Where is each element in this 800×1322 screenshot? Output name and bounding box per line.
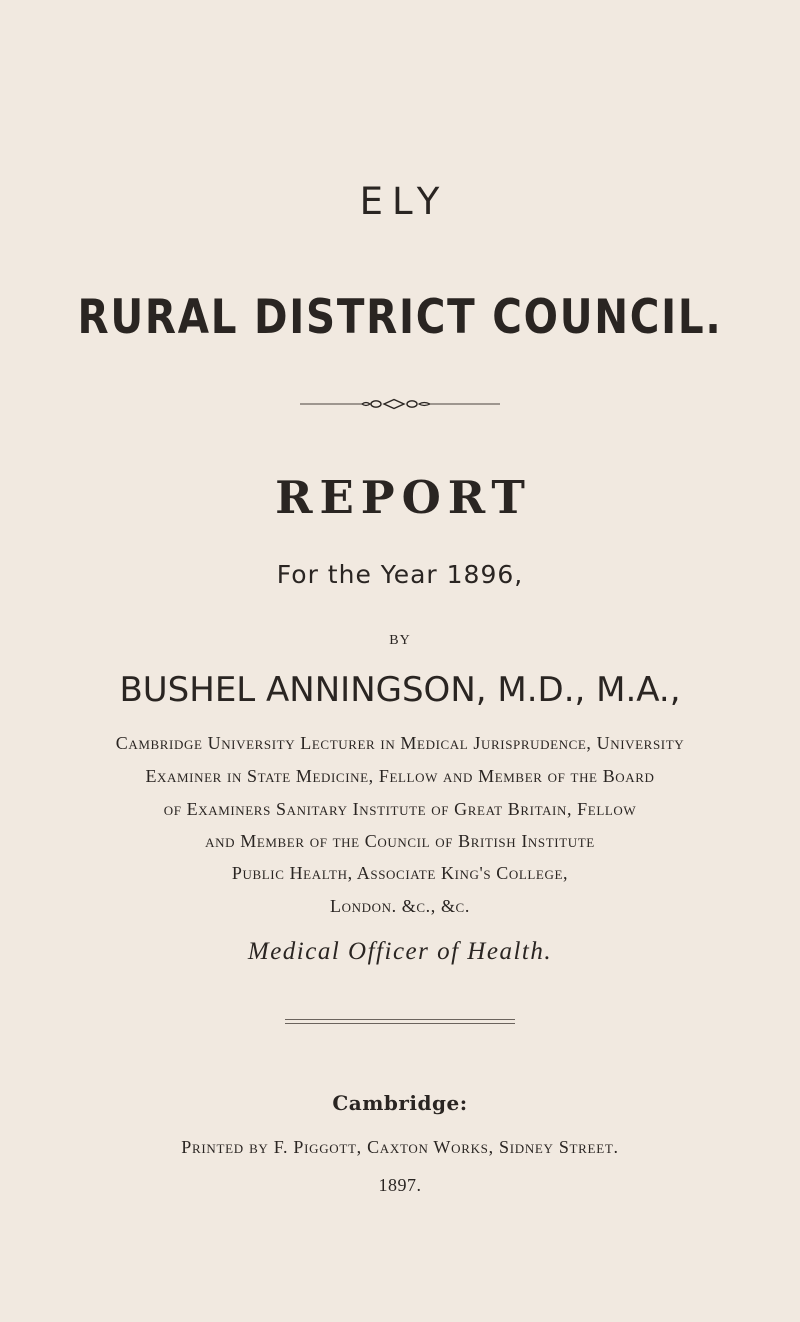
credential-line: Public Health, Associate King's College,	[231, 863, 569, 883]
decorative-divider-icon	[300, 397, 500, 411]
credential-line: of Examiners Sanitary Institute of Great Britain, Fellow	[163, 799, 637, 819]
title-top: ELY	[359, 180, 449, 223]
author-name: BUSHEL ANNINGSON, M.D., M.A.,	[119, 670, 681, 710]
credential-line: Examiner in State Medicine, Fellow and Member of the Board	[145, 766, 655, 786]
year-line: For the Year 1896,	[276, 560, 524, 589]
imprint-year: 1897.	[378, 1175, 422, 1195]
imprint-printer: Printed by F. Piggott, Caxton Works, Sidney Street.	[181, 1137, 619, 1157]
divider-rule	[285, 1019, 515, 1020]
imprint-place: Cambridge:	[332, 1091, 468, 1115]
divider-rule	[285, 1023, 515, 1024]
credential-line: Cambridge University Lecturer in Medical Jurisprudence, University	[115, 733, 685, 753]
credential-line: London. &c., &c.	[330, 896, 470, 916]
role-title: Medical Officer of Health.	[247, 938, 553, 965]
by-line: BY	[389, 633, 411, 648]
credential-line: and Member of the Council of British Institute	[205, 831, 595, 851]
report-heading: REPORT	[275, 471, 532, 524]
title-main: RURAL DISTRICT COUNCIL.	[77, 290, 723, 345]
